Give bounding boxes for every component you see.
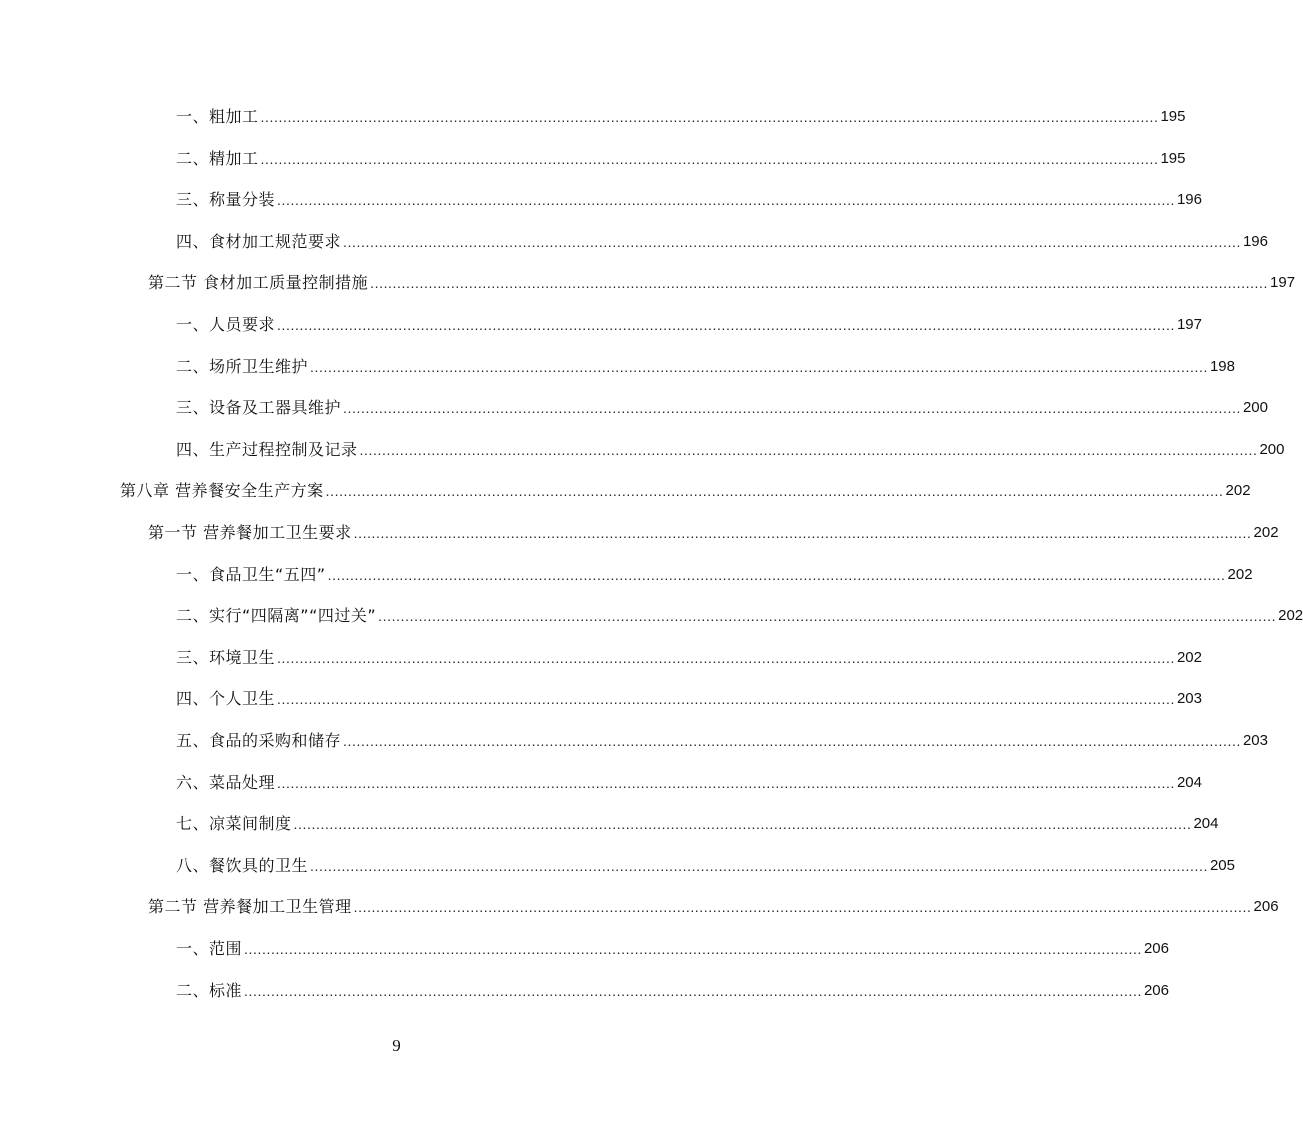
dot-leader: ........................................................................................................................................................................................................ — [260, 109, 1159, 125]
toc-entry-page: 197 — [1270, 274, 1296, 292]
toc-entry-page: 195 — [1160, 149, 1186, 167]
toc-entry-title: 三、称量分装 — [176, 190, 276, 210]
toc-item-entry[interactable] — [176, 148, 1186, 170]
dot-leader: ........................................................................................................................................................................................................ — [327, 566, 1226, 583]
toc-item-entry[interactable] — [176, 189, 1202, 211]
dot-leader: ........................................................................................................................................................................................................ — [378, 608, 1277, 625]
toc-item-entry[interactable] — [176, 980, 1169, 1002]
dot-leader: ........................................................................................................................................................................................................ — [310, 857, 1208, 874]
toc-entry-title: 五、食品的采购和储存 — [176, 731, 342, 750]
toc-item-entry[interactable] — [176, 564, 1253, 586]
toc-item-entry[interactable] — [176, 938, 1169, 960]
toc-item-entry[interactable] — [176, 647, 1202, 669]
toc-entry-title: 一、食品卫生“五四” — [176, 564, 326, 584]
toc-entry-page: 198 — [1209, 357, 1235, 375]
dot-leader: ........................................................................................................................................................................................................ — [353, 899, 1252, 916]
toc-entry-page: 202 — [1225, 482, 1251, 500]
dot-leader: ........................................................................................................................................................................................................ — [359, 441, 1258, 458]
toc-item-entry[interactable] — [176, 605, 1303, 627]
toc-entry-page: 202 — [1278, 607, 1303, 625]
toc-entry-title: 七、凉菜间制度 — [176, 814, 292, 834]
toc-entry-title: 第一节 营养餐加工卫生要求 — [148, 523, 352, 542]
toc-entry-title: 二、实行“四隔离”“四过关” — [176, 606, 377, 626]
toc-entry-title: 二、精加工 — [176, 148, 259, 168]
dot-leader: ........................................................................................................................................................................................................ — [244, 982, 1142, 999]
dot-leader: ........................................................................................................................................................................................................ — [310, 358, 1208, 375]
dot-leader: ........................................................................................................................................................................................................ — [277, 192, 1175, 209]
toc-entry-page: 197 — [1176, 316, 1202, 333]
toc-entry-page: 195 — [1160, 108, 1186, 125]
toc-entry-title: 四、生产过程控制及记录 — [176, 439, 358, 459]
toc-entry-title: 六、菜品处理 — [176, 772, 276, 792]
dot-leader: ........................................................................................................................................................................................................ — [343, 233, 1241, 250]
dot-leader: ........................................................................................................................................................................................................ — [260, 150, 1159, 167]
toc-entry-title: 三、设备及工器具维护 — [176, 398, 342, 418]
toc-entry-title: 四、食材加工规范要求 — [176, 231, 342, 251]
toc-section-entry[interactable] — [148, 272, 1296, 294]
toc-item-entry[interactable] — [176, 813, 1219, 835]
dot-leader: ........................................................................................................................................................................................................ — [325, 483, 1224, 500]
toc-entry-page: 196 — [1176, 191, 1202, 209]
dot-leader: ........................................................................................................................................................................................................ — [293, 816, 1192, 833]
toc-item-entry[interactable] — [176, 688, 1202, 710]
toc-section-entry[interactable] — [148, 896, 1279, 918]
toc-item-entry[interactable] — [176, 314, 1202, 336]
dot-leader: ........................................................................................................................................................................................................ — [343, 400, 1241, 417]
toc-entry-title: 三、环境卫生 — [176, 647, 276, 667]
toc-entry-page: 206 — [1143, 940, 1169, 957]
toc-entry-title: 四、个人卫生 — [176, 689, 276, 709]
toc-entry-title: 二、场所卫生维护 — [176, 356, 309, 376]
toc-entry-title: 第二节 营养餐加工卫生管理 — [148, 897, 352, 917]
toc-entry-page: 204 — [1176, 773, 1202, 791]
dot-leader: ........................................................................................................................................................................................................ — [370, 275, 1269, 292]
toc-entry-title: 一、粗加工 — [176, 107, 259, 126]
toc-item-entry[interactable] — [176, 231, 1268, 253]
dot-leader: ........................................................................................................................................................................................................ — [244, 941, 1142, 957]
toc-entry-page: 203 — [1176, 690, 1202, 708]
toc-item-entry[interactable] — [176, 397, 1268, 419]
toc-entry-title: 八、餐饮具的卫生 — [176, 855, 309, 875]
toc-entry-page: 206 — [1143, 981, 1169, 999]
toc-item-entry[interactable] — [176, 855, 1235, 877]
toc-entry-title: 第八章 营养餐安全生产方案 — [120, 481, 324, 501]
toc-entry-page: 202 — [1253, 524, 1279, 541]
toc-item-entry[interactable] — [176, 439, 1285, 461]
toc-entry-page: 202 — [1176, 648, 1202, 666]
dot-leader: ........................................................................................................................................................................................................ — [277, 691, 1175, 708]
toc-section-entry[interactable] — [148, 522, 1279, 544]
toc-entry-title: 第二节 食材加工质量控制措施 — [148, 273, 369, 293]
dot-leader: ........................................................................................................................................................................................................ — [343, 733, 1241, 749]
toc-item-entry[interactable] — [176, 730, 1268, 752]
toc-entry-page: 206 — [1253, 898, 1279, 916]
toc-item-entry[interactable] — [176, 772, 1202, 794]
toc-entry-page: 204 — [1193, 815, 1219, 833]
toc-entry-page: 200 — [1242, 399, 1268, 417]
toc-entry-page: 196 — [1242, 232, 1268, 250]
dot-leader: ........................................................................................................................................................................................................ — [277, 649, 1175, 666]
toc-item-entry[interactable] — [176, 356, 1235, 378]
dot-leader: ........................................................................................................................................................................................................ — [277, 317, 1175, 333]
dot-leader: ........................................................................................................................................................................................................ — [277, 774, 1175, 791]
toc-entry-title: 一、人员要求 — [176, 315, 276, 334]
toc-entry-page: 202 — [1227, 565, 1253, 583]
toc-entry-page: 200 — [1259, 440, 1285, 458]
toc-entry-page: 203 — [1242, 732, 1268, 749]
toc-entry-title: 一、范围 — [176, 939, 243, 958]
page-number: 9 — [392, 1036, 401, 1055]
dot-leader: ........................................................................................................................................................................................................ — [353, 525, 1252, 541]
toc-entry-page: 205 — [1209, 856, 1235, 874]
toc-item-entry[interactable] — [176, 106, 1186, 128]
toc-chapter-entry[interactable] — [120, 480, 1251, 502]
toc-entry-title: 二、标准 — [176, 980, 243, 1000]
